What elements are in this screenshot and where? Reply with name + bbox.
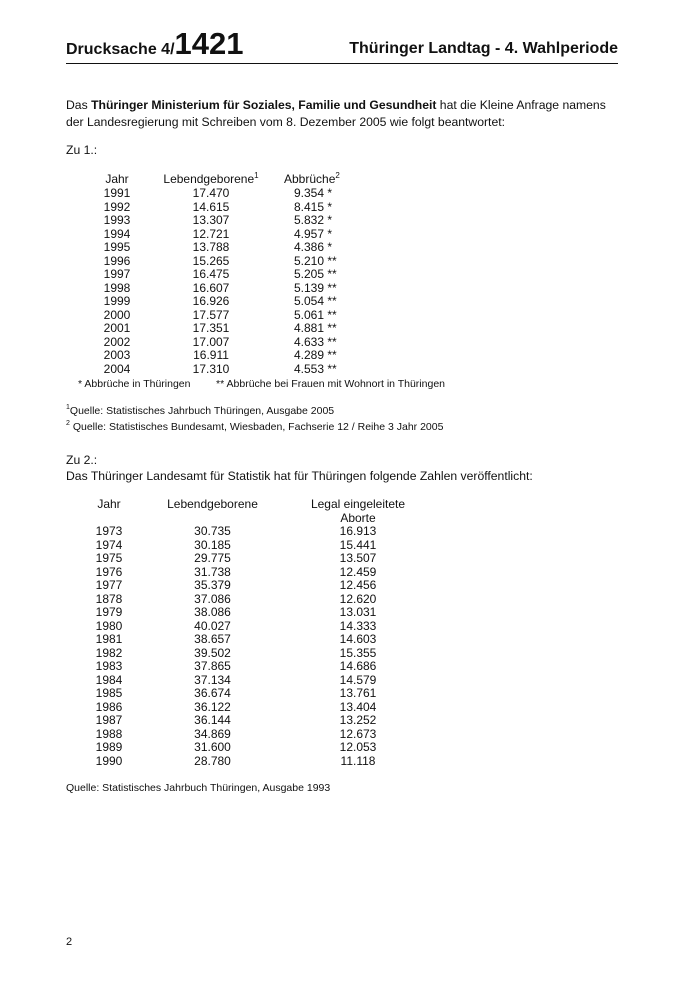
year-cell: 1996 [103,253,131,268]
source-2 [66,421,443,433]
intro-after: hat die Kleine Anfrage namens der Landesregierung mit Schreiben vom 8. Dezember 2005 wie folgt beantwortet: [66,98,606,129]
footnote-marker-1: 1 [254,170,259,180]
table-row [88,282,404,296]
abortions-cell: 12.456 [339,578,377,592]
intro-before: Das [66,98,92,112]
table-header-row [88,172,404,187]
year-cell: 2003 [103,348,131,362]
intro-paragraph [66,97,618,131]
table2-header-row-2 [88,512,421,526]
table-births-abortions-1991-2004 [88,172,404,376]
table-row [88,363,404,377]
year-cell: 1991 [103,186,131,200]
year-cell: 1980 [95,618,123,633]
year-cell: 2002 [103,334,131,349]
births-cell: 38.657 [194,632,231,646]
header2-empty-2 [130,512,295,526]
abortions-cell: 12.459 [339,564,377,579]
year-cell: 1992 [103,199,131,214]
year-cell: 1990 [95,753,123,768]
year-cell: 2001 [103,321,131,335]
table-row [88,525,421,539]
abortions-cell: 13.031 [339,605,377,619]
births-cell: 29.775 [194,551,231,565]
abortions-cell: 11.118 [340,753,376,768]
year-cell: 1994 [103,226,131,241]
births-cell: 16.911 [193,348,229,362]
births-cell: 16.607 [192,280,230,295]
table-row [88,687,421,701]
abortions-cell: 5.061 ** [294,307,337,322]
table-row [88,255,404,269]
table-row [88,241,404,255]
header2-abortions-line2: Aborte [340,510,376,525]
table-row [88,755,421,769]
table-row [88,620,421,634]
abortions-cell: 4.881 ** [294,321,337,335]
header-births-text: Lebendgeborene [163,171,255,186]
header-year: Jahr [105,171,129,186]
year-cell: 1976 [95,564,123,579]
header-abortions [276,172,404,187]
table-row [88,660,421,674]
year-cell: 1985 [95,686,123,700]
header-births [146,172,276,187]
births-cell: 12.721 [192,226,230,241]
births-cell: 31.600 [194,740,231,754]
births-cell: 34.869 [194,726,231,741]
year-cell: 1977 [95,578,123,592]
abortions-cell: 13.761 [339,686,377,700]
table-row [88,322,404,336]
births-cell: 37.865 [194,659,231,673]
births-cell: 17.577 [192,307,230,322]
abortions-cell: 12.673 [339,726,377,741]
table-row [88,214,404,228]
births-cell: 36.144 [194,713,231,727]
year-cell: 1989 [95,740,123,754]
year-cell: 1974 [95,537,123,552]
abortions-cell: 13.252 [339,713,377,727]
births-cell: 30.185 [194,537,231,552]
births-cell: 31.738 [194,564,231,579]
year-cell: 1975 [95,551,123,565]
abortions-cell: 4.633 ** [294,334,337,349]
page-header [66,26,618,64]
table-row [88,674,421,688]
births-cell: 14.615 [192,199,230,214]
births-cell: 35.379 [194,578,231,592]
births-cell: 37.134 [194,672,231,687]
drucksache-label [66,26,244,61]
abortions-cell: 4.957 * [294,226,333,241]
table-row [88,741,421,755]
table-row [88,295,404,309]
year-cell: 1878 [95,591,123,606]
source-1 [66,405,334,417]
table-row [88,606,421,620]
header-abortions-text: Abbrüche [284,171,336,186]
births-cell: 16.475 [192,267,230,281]
table-row [88,633,421,647]
abortions-cell: 14.686 [339,659,377,673]
abortions-cell: 13.404 [339,699,377,714]
abortions-cell: 5.832 * [294,213,333,227]
year-cell: 1979 [95,605,123,619]
abortions-cell: 5.054 ** [294,294,337,308]
year-cell: 1973 [95,524,123,538]
header2-year: Jahr [97,497,121,511]
births-cell: 17.310 [192,361,230,376]
abortions-cell: 15.355 [339,645,377,660]
section2-intro: Das Thüringer Landesamt für Statistik hat für Thüringen folgende Zahlen veröffentlicht: [66,469,533,483]
landtag-label: Thüringer Landtag - 4. Wahlperiode [349,40,618,57]
abortions-cell: 9.354 * [294,186,333,200]
drucksache-number: 1421 [174,26,244,61]
table-row [88,201,404,215]
year-cell: 1982 [95,645,123,660]
births-cell: 15.265 [192,253,230,268]
abortions-cell: 14.603 [339,632,377,646]
abortions-cell: 13.507 [339,551,377,565]
births-cell: 39.502 [194,645,231,660]
year-cell: 1983 [95,659,123,673]
table-row [88,728,421,742]
footnote-marker-2: 2 [335,170,340,180]
source-1-marker: 1 [66,404,70,411]
table-row [88,309,404,323]
abortions-cell: 5.210 ** [294,253,337,268]
note-double-star: ** Abbrüche bei Frauen mit Wohnort in Thüringen [216,378,445,390]
table-row [88,579,421,593]
abortions-cell: 5.139 ** [294,280,337,295]
year-cell: 2004 [103,361,131,376]
page-number: 2 [66,936,73,948]
year-cell: 2000 [103,307,131,322]
year-cell: 1981 [95,632,123,646]
births-cell: 17.007 [192,334,230,349]
table-row [88,268,404,282]
table-row [88,552,421,566]
table-row [88,647,421,661]
year-cell: 1986 [95,699,123,714]
births-cell: 13.307 [192,213,230,227]
note-single-star: * Abbrüche in Thüringen [78,378,191,390]
table-row [88,714,421,728]
table-row [88,593,421,607]
drucksache-prefix: Drucksache 4/ [66,41,175,58]
section2-source: Quelle: Statistisches Jahrbuch Thüringen, Ausgabe 1993 [66,782,331,794]
table-row [88,539,421,553]
table-row [88,349,404,363]
year-cell: 1993 [103,213,131,227]
births-cell: 28.780 [194,753,231,768]
header2-abortions-line1: Legal eingeleitete [310,497,406,511]
source-1-text: Quelle: Statistisches Jahrbuch Thüringen, Ausgabe 2005 [69,405,335,417]
table2-body [88,525,421,768]
abortions-cell: 12.620 [339,591,377,606]
ministry-name: Thüringer Ministerium für Soziales, Familie und Gesundheit [91,98,437,112]
abortions-cell: 14.579 [339,672,377,687]
year-cell: 1999 [103,294,131,308]
header2-empty-1 [88,512,130,526]
section2-label: Zu 2.: [66,453,98,467]
abortions-cell: 8.415 * [294,199,333,214]
abortions-cell: 4.553 ** [294,361,337,376]
table-births-abortions-1973-1990 [88,498,421,768]
abortions-cell: 12.053 [339,740,377,754]
year-cell: 1988 [95,726,123,741]
births-cell: 38.086 [194,605,231,619]
section1-label: Zu 1.: [66,143,98,157]
abortions-cell: 14.333 [339,618,377,633]
births-cell: 36.674 [194,686,231,700]
table-row [88,701,421,715]
year-cell: 1995 [103,240,131,254]
header2-births: Lebendgeborene [167,497,258,511]
abortions-cell: 5.205 ** [294,267,337,281]
births-cell: 40.027 [194,618,231,633]
table1-body [88,187,404,376]
source-2-text: Quelle: Statistisches Bundesamt, Wiesbaden, Fachserie 12 / Reihe 3 Jahr 2005 [72,421,444,433]
abortions-cell: 4.289 ** [294,348,337,362]
table2-header-row [88,498,421,512]
births-cell: 36.122 [194,699,231,714]
table-row [88,187,404,201]
abortions-cell: 4.386 * [294,240,333,254]
births-cell: 17.351 [192,321,230,335]
year-cell: 1998 [103,280,131,295]
year-cell: 1997 [103,267,131,281]
table-row [88,228,404,242]
births-cell: 37.086 [194,591,231,606]
table-row [88,566,421,580]
births-cell: 30.735 [194,524,231,538]
births-cell: 13.788 [192,240,230,254]
source-2-marker: 2 [66,420,70,427]
abortions-cell: 15.441 [339,537,377,552]
year-cell: 1987 [95,713,123,727]
births-cell: 16.926 [192,294,230,308]
births-cell: 17.470 [192,186,230,200]
year-cell: 1984 [95,672,123,687]
table-row [88,336,404,350]
abortions-cell: 16.913 [339,524,377,538]
